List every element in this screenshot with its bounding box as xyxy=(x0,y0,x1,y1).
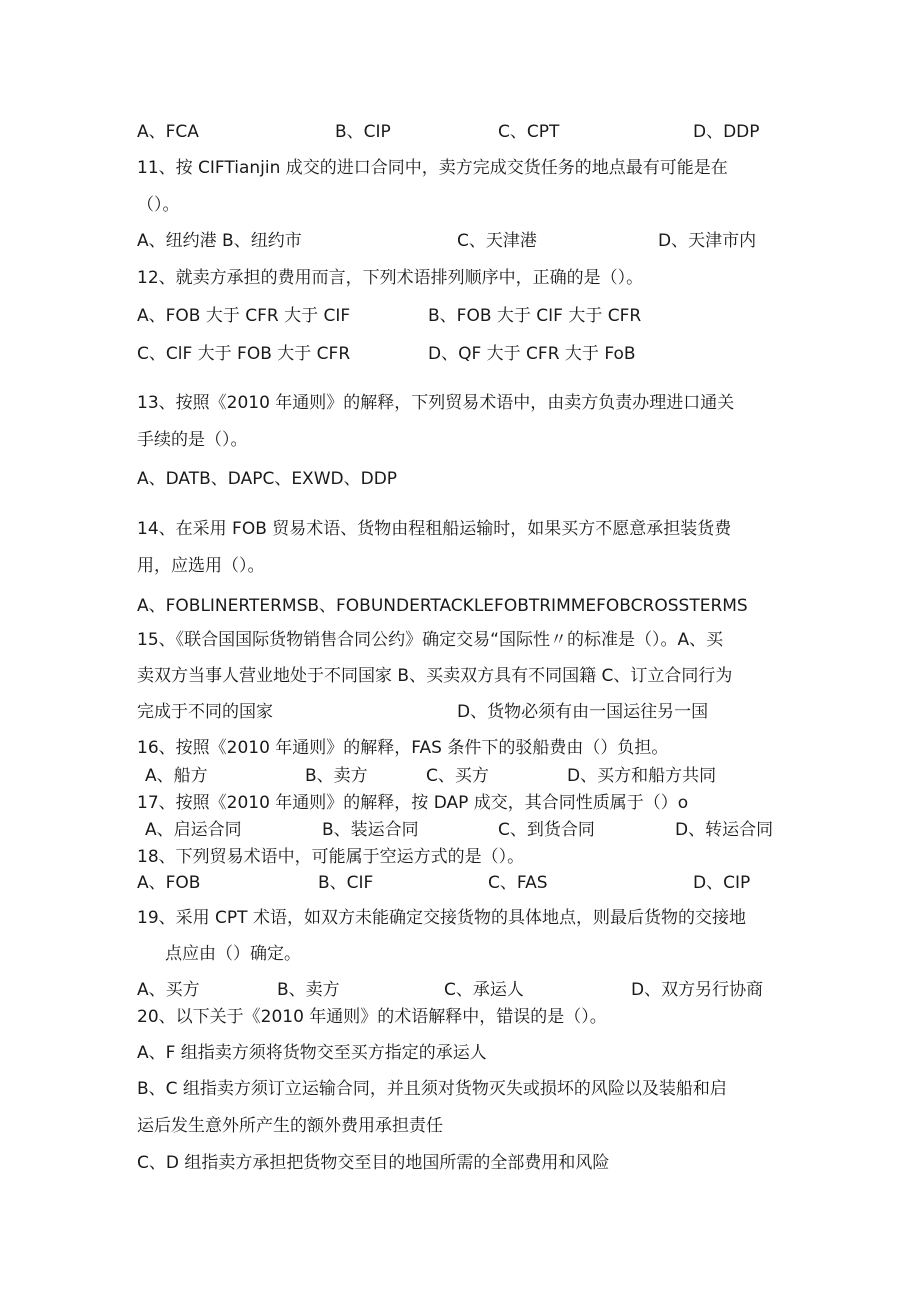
q15-option-d: D、货物必须有由一国运往另一国 xyxy=(457,702,709,722)
q18-option-b: B、CIF xyxy=(318,873,374,893)
q18-stem: 18、下列贸易术语中，可能属于空运方式的是（）。 xyxy=(137,847,525,867)
q19-option-b: B、卖方 xyxy=(277,980,340,1000)
q12-option-b: B、FOB 大于 CIF 大于 CFR xyxy=(428,306,642,326)
q20-option-b-line1: B、C 组指卖方须订立运输合同，并且须对货物灭失或损坏的风险以及装船和启 xyxy=(137,1079,727,1099)
q11-option-c: C、天津港 xyxy=(457,231,537,251)
q17-option-d: D、转运合同 xyxy=(675,820,774,840)
q15-stem-line2: 卖双方当事人营业地处于不同国家 B、买卖双方具有不同国籍 C、订立合同行为 xyxy=(137,666,733,686)
q20-option-c: C、D 组指卖方承担把货物交至目的地国所需的全部费用和风险 xyxy=(137,1153,610,1173)
q13-stem-line1: 13、按照《2010 年通则》的解释，下列贸易术语中，由卖方负责办理进口通关 xyxy=(137,393,735,413)
q12-stem: 12、就卖方承担的费用而言，下列术语排列顺序中，正确的是（）。 xyxy=(137,268,644,288)
q10-option-d: D、DDP xyxy=(693,122,760,142)
q20-stem: 20、以下关于《2010 年通则》的术语解释中，错误的是（）。 xyxy=(137,1007,607,1027)
q17-option-b: B、装运合同 xyxy=(322,820,419,840)
q18-option-d: D、CIP xyxy=(693,873,751,893)
q17-option-c: C、到货合同 xyxy=(498,820,595,840)
q15-stem-line1: 15、《联合国国际货物销售合同公约》确定交易“国际性〃的标准是（）。A、买 xyxy=(137,630,724,650)
q19-stem-line2: 点应由（）确定。 xyxy=(165,944,301,964)
q14-options: A、FOBLINERTERMSB、FOBUNDERTACKLEFOBTRIMMEFOBCROSSTERMS xyxy=(137,596,748,616)
q12-option-a: A、FOB 大于 CFR 大于 CIF xyxy=(137,306,351,326)
q19-stem-line1: 19、采用 CPT 术语，如双方未能确定交接货物的具体地点，则最后货物的交接地 xyxy=(137,908,746,928)
q12-option-d: D、QF 大于 CFR 大于 FoB xyxy=(428,344,636,364)
q11-stem-line2: （）。 xyxy=(137,195,180,215)
q16-option-b: B、卖方 xyxy=(305,766,368,786)
q19-option-a: A、买方 xyxy=(137,980,200,1000)
q20-option-b-line2: 运后发生意外所产生的额外费用承担责任 xyxy=(137,1116,443,1136)
q14-stem-line1: 14、在采用 FOB 贸易术语、货物由程租船运输时，如果买方不愿意承担装货费 xyxy=(137,519,732,539)
q15-stem-line3: 完成于不同的国家 xyxy=(137,702,273,722)
q12-option-c: C、ClF 大于 FOB 大于 CFR xyxy=(137,344,351,364)
q18-option-a: A、FOB xyxy=(137,873,201,893)
q11-option-ab: A、纽约港 B、纽约市 xyxy=(137,231,302,251)
q13-options: A、DATB、DAPC、EXWD、DDP xyxy=(137,469,398,489)
q13-stem-line2: 手续的是（）。 xyxy=(137,430,248,450)
q11-stem-line1: 11、按 CIFTianjin 成交的进口合同中，卖方完成交货任务的地点最有可能是在 xyxy=(137,158,728,178)
q17-option-a: A、启运合同 xyxy=(145,820,242,840)
q19-option-d: D、双方另行协商 xyxy=(631,980,764,1000)
q16-option-a: A、船方 xyxy=(145,766,208,786)
q10-option-c: C、CPT xyxy=(498,122,560,142)
q20-option-a: A、F 组指卖方须将货物交至买方指定的承运人 xyxy=(137,1043,487,1063)
q16-stem: 16、按照《2010 年通则》的解释，FAS 条件下的驳船费由（）负担。 xyxy=(137,738,669,758)
q16-option-c: C、买方 xyxy=(426,766,489,786)
q19-option-c: C、承运人 xyxy=(444,980,524,1000)
q17-stem: 17、按照《2010 年通则》的解释，按 DAP 成交，其合同性质属于（）o xyxy=(137,793,689,813)
q16-option-d: D、买方和船方共同 xyxy=(567,766,717,786)
q11-option-d: D、天津市内 xyxy=(658,231,757,251)
q18-option-c: C、FAS xyxy=(488,873,548,893)
q10-option-a: A、FCA xyxy=(137,122,199,142)
q14-stem-line2: 用，应选用（）。 xyxy=(137,556,265,576)
q10-option-b: B、CIP xyxy=(335,122,391,142)
